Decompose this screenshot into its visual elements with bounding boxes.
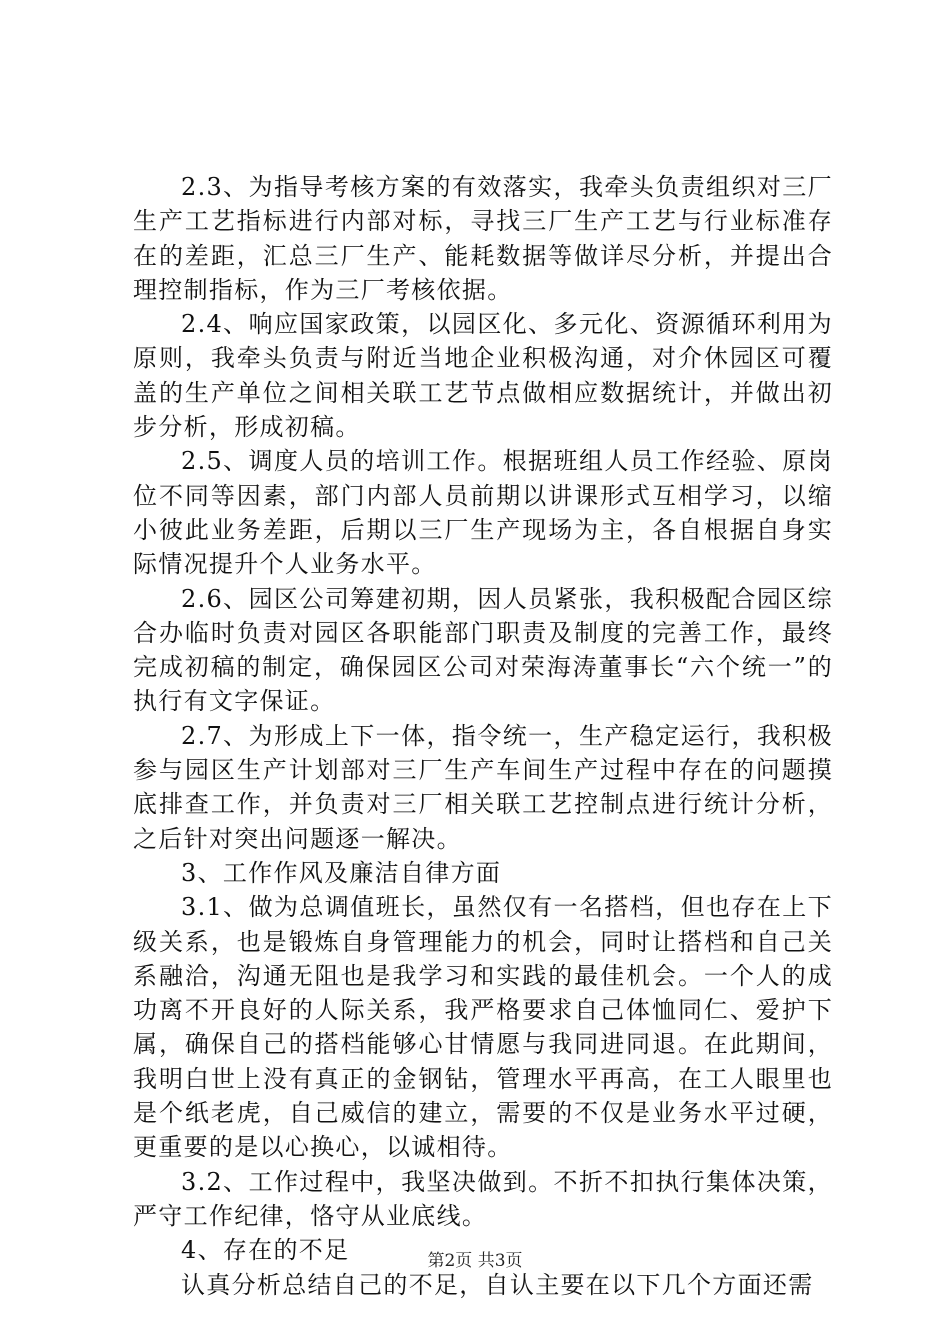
section-heading-4: 4、存在的不足 [181,1236,350,1265]
page-footer [0,1246,950,1271]
paragraph-2-5: 2.5、调度人员的培训工作。根据班组人员工作经验、原岗位不同等因素，部门内部人员前期以讲课形式互相学习，以缩小彼此业务差距，后期以三厂生产现场为主，各自根据自身实际情况提升个人业务水平。 [133,447,833,579]
paragraph-3-2: 3.2、工作过程中，我坚决做到。不折不扣执行集体决策，严守工作纪律，恪守从业底线。 [133,1167,833,1230]
paragraph-2-4: 2.4、响应国家政策，以园区化、多元化、资源循环利用为原则，我牵头负责与附近当地企业积极沟通，对介休园区可覆盖的生产单位之间相关联工艺节点做相应数据统计，并做出初步分析，形成初稿。 [133,310,833,442]
paragraph-4-intro: 认真分析总结自己的不足，自认主要在以下几个方面还需 [181,1270,814,1299]
section-heading-3: 3、工作作风及廉洁自律方面 [181,858,502,887]
paragraph-2-3: 2.3、为指导考核方案的有效落实，我牵头负责组织对三厂生产工艺指标进行内部对标，寻找三厂生产工艺与行业标准存在的差距，汇总三厂生产、能耗数据等做详尽分析，并提出合理控制指标，作为三厂考核依据。 [133,173,833,304]
paragraph-2-7: 2.7、为形成上下一体，指令统一，生产稳定运行，我积极参与园区生产计划部对三厂生产车间生产过程中存在的问题摸底排查工作，并负责对三厂相关联工艺控制点进行统计分析，之后针对突出问题逐一解决。 [133,721,833,853]
page-number-label: 第2页 共3页 [427,1251,523,1271]
paragraph-2-6: 2.6、园区公司筹建初期，因人员紧张，我积极配合园区综合办临时负责对园区各职能部门职责及制度的完善工作，最终完成初稿的制定，确保园区公司对荣海涛董事长“六个统一”的执行有文字保证。 [133,584,833,716]
document-body [133,170,833,1302]
paragraph-3-1: 3.1、做为总调值班长，虽然仅有一名搭档，但也存在上下级关系，也是锻炼自身管理能力的机会，同时让搭档和自己关系融洽，沟通无阻也是我学习和实践的最佳机会。一个人的成功离不开良好的人际关系，我严格要求自己体恤同仁、爱护下属，确保自己的搭档能够心甘情愿与我同进同退。在此期间，我明白世上没有真正的金钢钻，管理水平再高，在工人眼里也是个纸老虎，自己威信的建立，需要的不仅是业务水平过硬，更重要的是以心换心，以诚相待。 [133,893,833,1162]
